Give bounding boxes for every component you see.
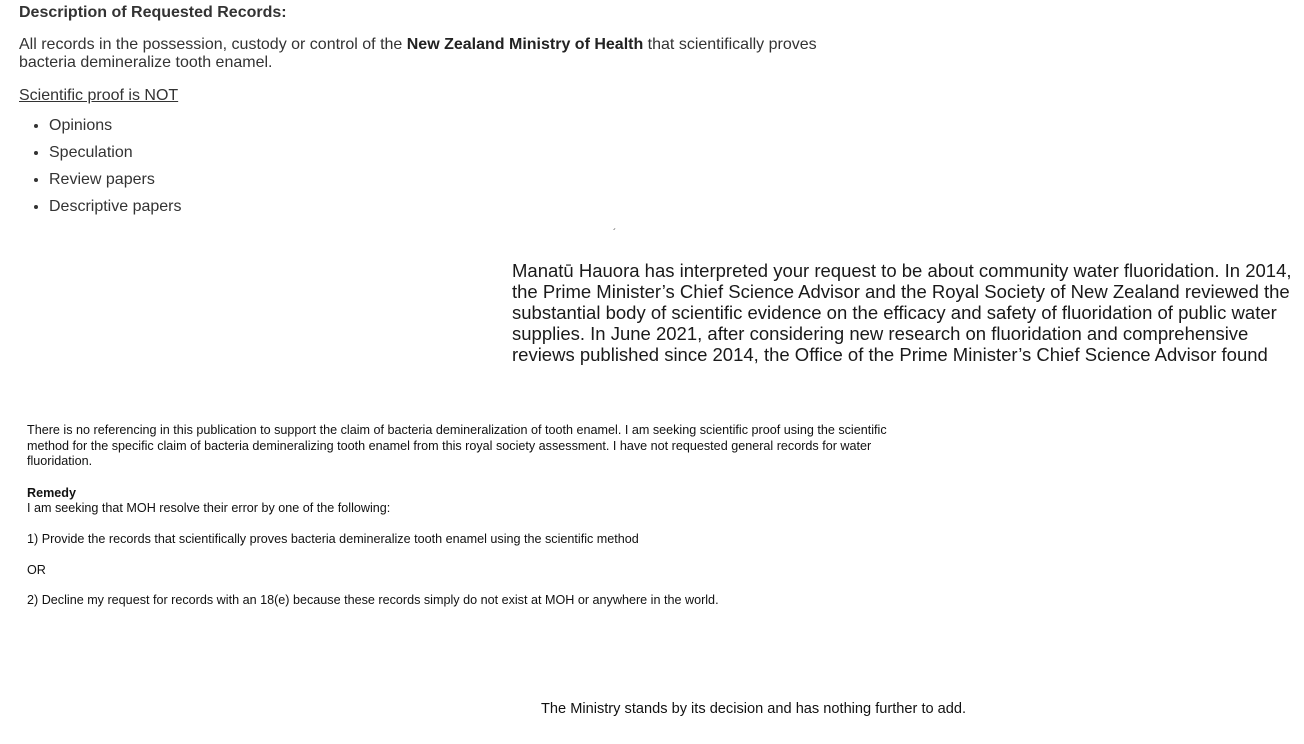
ministry-name: New Zealand Ministry of Health	[406, 35, 644, 53]
list-item: • Opinions	[49, 117, 859, 136]
remedy-or: OR	[27, 562, 46, 577]
request-description	[19, 4, 859, 225]
requester-reply	[27, 423, 897, 624]
stray-mark: ´	[613, 228, 617, 239]
remedy-title: Remedy	[27, 485, 76, 500]
ministry-response-excerpt: Manatū Hauora has interpreted your request to be about community water fluoridation. In 2014, the Prime Minister’s Chief Science Advisor and the Royal Society of New Zealand reviewed the substantial body of scientific evidence on the efficacy and safety of fluoridation of public water supplies. In June 2021, after considering new research on fluoridation and comprehensive reviews published since 2014, the Office of the Prime Minister’s Chief Science Advisor found	[512, 260, 1292, 365]
list-item: • Speculation	[49, 144, 859, 163]
request-paragraph	[19, 36, 859, 73]
request-para-suffix: that scientifically proves bacteria demineralize tooth enamel.	[19, 35, 817, 71]
final-statement: The Ministry stands by its decision and has nothing further to add.	[541, 701, 967, 717]
list-item: • Descriptive papers	[49, 198, 859, 217]
not-proof-list	[19, 117, 859, 217]
not-proof-label: Scientific proof is NOT	[19, 86, 179, 104]
remedy-option-2: 2) Decline my request for records with an 18(e) because these records simply do not exist at MOH or anywhere in the world.	[27, 593, 719, 607]
remedy-option-1: 1) Provide the records that scientifically proves bacteria demineralize tooth enamel using the scientific method	[27, 532, 639, 546]
remedy-intro: I am seeking that MOH resolve their error by one of the following:	[27, 501, 391, 515]
request-para-prefix: All records in the possession, custody or control of the	[19, 35, 407, 53]
request-heading: Description of Requested Records:	[19, 4, 287, 21]
list-item: • Review papers	[49, 171, 859, 190]
reply-paragraph: There is no referencing in this publication to support the claim of bacteria demineralization of tooth enamel. I am seeking scientific proof using the scientific method for the specific claim of bacteria demineralizing tooth enamel from this royal society assessment. I have not requested general records for water fluoridation.	[27, 423, 887, 468]
